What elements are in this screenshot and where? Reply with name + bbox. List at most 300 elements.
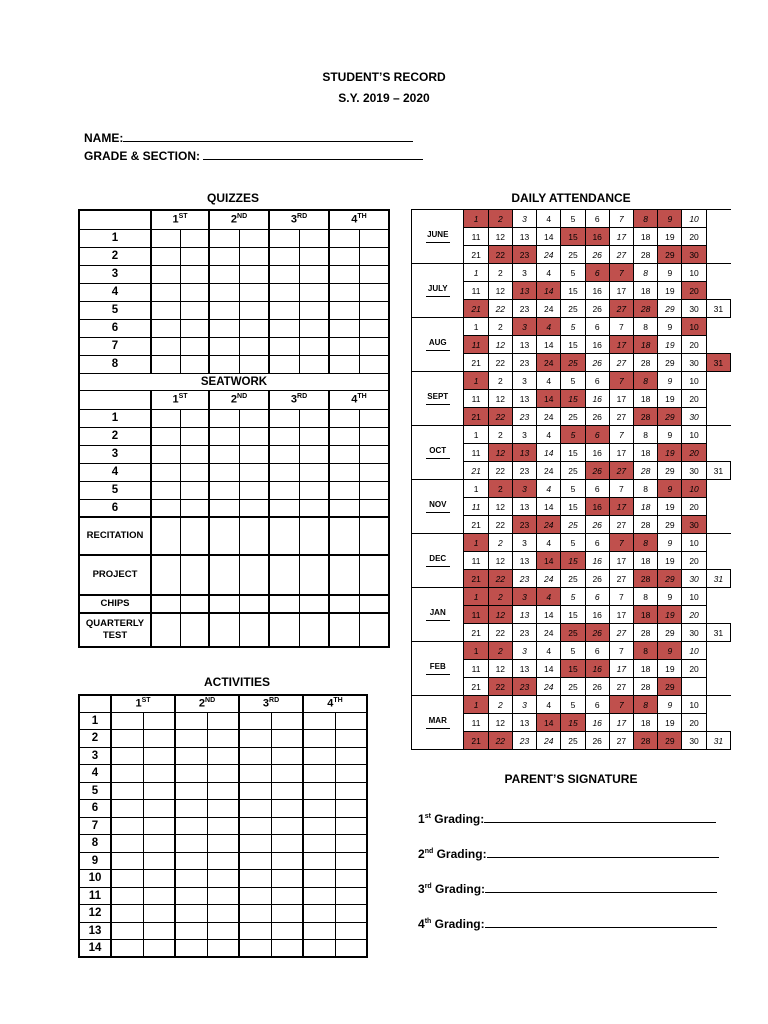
score-cell[interactable] [329,319,359,337]
day-cell[interactable]: 30 [682,462,706,480]
score-cell[interactable] [359,427,389,445]
day-cell[interactable]: 13 [512,660,536,678]
day-cell[interactable]: 6 [585,318,609,336]
score-cell[interactable] [209,355,239,373]
day-cell[interactable]: 30 [682,354,706,372]
score-cell[interactable] [329,595,359,613]
score-cell[interactable] [359,265,389,283]
score-cell[interactable] [329,337,359,355]
day-cell[interactable]: 29 [658,354,682,372]
day-cell[interactable]: 18 [634,282,658,300]
score-cell[interactable] [303,870,335,888]
day-cell[interactable]: 7 [609,426,633,444]
day-cell[interactable]: 6 [585,426,609,444]
day-cell[interactable]: 22 [488,732,512,750]
score-cell[interactable] [175,817,207,835]
score-cell[interactable] [329,613,359,647]
day-cell[interactable]: 19 [658,606,682,624]
day-cell[interactable]: 6 [585,264,609,282]
day-cell[interactable]: 28 [634,570,658,588]
day-cell[interactable]: 13 [512,606,536,624]
day-cell[interactable]: 30 [682,246,706,264]
day-cell-extra[interactable] [706,498,730,516]
score-cell[interactable] [111,800,143,818]
score-cell[interactable] [180,319,209,337]
score-cell[interactable] [209,481,239,499]
day-cell[interactable]: 28 [634,462,658,480]
day-cell[interactable]: 27 [609,300,633,318]
day-cell[interactable]: 2 [488,642,512,660]
day-cell[interactable]: 2 [488,426,512,444]
score-cell[interactable] [269,301,299,319]
score-cell[interactable] [207,765,239,783]
score-cell[interactable] [175,940,207,958]
day-cell[interactable]: 18 [634,606,658,624]
signature-line[interactable] [487,857,719,858]
score-cell[interactable] [359,409,389,427]
score-cell[interactable] [207,870,239,888]
day-cell[interactable]: 26 [585,624,609,642]
day-cell[interactable]: 15 [561,228,585,246]
day-cell[interactable]: 27 [609,570,633,588]
day-cell[interactable]: 21 [464,570,488,588]
score-cell[interactable] [239,940,271,958]
score-cell[interactable] [299,595,329,613]
score-cell[interactable] [329,229,359,247]
score-cell[interactable] [175,782,207,800]
score-cell[interactable] [180,337,209,355]
day-cell[interactable]: 13 [512,444,536,462]
day-cell[interactable]: 13 [512,228,536,246]
day-cell[interactable]: 3 [512,534,536,552]
score-cell[interactable] [329,355,359,373]
day-cell[interactable]: 10 [682,210,706,228]
day-cell[interactable]: 12 [488,228,512,246]
score-cell[interactable] [359,247,389,265]
day-cell[interactable]: 9 [658,534,682,552]
score-cell[interactable] [209,247,239,265]
score-cell[interactable] [143,940,175,958]
day-cell[interactable]: 14 [537,606,561,624]
score-cell[interactable] [303,940,335,958]
score-cell[interactable] [299,427,329,445]
day-cell[interactable]: 3 [512,372,536,390]
score-cell[interactable] [239,747,271,765]
day-cell[interactable]: 2 [488,264,512,282]
score-cell[interactable] [299,301,329,319]
score-cell[interactable] [151,463,180,481]
day-cell[interactable]: 22 [488,570,512,588]
score-cell[interactable] [303,852,335,870]
day-cell[interactable]: 6 [585,696,609,714]
score-cell[interactable] [335,905,367,923]
day-cell[interactable]: 9 [658,642,682,660]
day-cell[interactable]: 13 [512,714,536,732]
day-cell[interactable]: 5 [561,264,585,282]
score-cell[interactable] [303,765,335,783]
score-cell[interactable] [111,852,143,870]
day-cell[interactable]: 5 [561,534,585,552]
day-cell[interactable]: 15 [561,498,585,516]
score-cell[interactable] [151,427,180,445]
day-cell[interactable]: 23 [512,408,536,426]
parent-signature-row-2[interactable]: 2nd Grading: [418,847,719,861]
day-cell[interactable]: 3 [512,318,536,336]
day-cell[interactable]: 3 [512,696,536,714]
day-cell[interactable]: 23 [512,462,536,480]
day-cell[interactable]: 10 [682,588,706,606]
day-cell[interactable]: 8 [634,588,658,606]
day-cell-extra[interactable]: 31 [706,354,730,372]
day-cell[interactable]: 2 [488,318,512,336]
day-cell[interactable]: 23 [512,246,536,264]
day-cell[interactable]: 22 [488,462,512,480]
score-cell[interactable] [299,265,329,283]
day-cell-extra[interactable] [706,444,730,462]
day-cell-extra[interactable] [706,552,730,570]
day-cell-extra[interactable] [706,408,730,426]
score-cell[interactable] [359,499,389,517]
day-cell[interactable]: 20 [682,390,706,408]
score-cell[interactable] [175,870,207,888]
day-cell[interactable]: 9 [658,210,682,228]
score-cell[interactable] [175,765,207,783]
day-cell[interactable]: 25 [561,246,585,264]
score-cell[interactable] [111,712,143,730]
day-cell[interactable]: 24 [537,354,561,372]
day-cell[interactable]: 1 [464,210,488,228]
day-cell[interactable]: 5 [561,696,585,714]
day-cell[interactable]: 24 [537,678,561,696]
day-cell[interactable]: 26 [585,678,609,696]
day-cell[interactable]: 17 [609,552,633,570]
score-cell[interactable] [143,817,175,835]
day-cell[interactable]: 7 [609,696,633,714]
score-cell[interactable] [269,247,299,265]
score-cell[interactable] [111,870,143,888]
day-cell[interactable]: 6 [585,588,609,606]
day-cell[interactable]: 12 [488,498,512,516]
day-cell[interactable]: 10 [682,642,706,660]
day-cell[interactable]: 22 [488,624,512,642]
day-cell[interactable]: 7 [609,480,633,498]
day-cell[interactable]: 10 [682,480,706,498]
day-cell[interactable]: 9 [658,264,682,282]
day-cell[interactable]: 30 [682,516,706,534]
score-cell[interactable] [239,517,269,555]
score-cell[interactable] [143,765,175,783]
day-cell[interactable]: 14 [537,552,561,570]
day-cell[interactable]: 4 [537,480,561,498]
score-cell[interactable] [269,445,299,463]
day-cell[interactable]: 18 [634,444,658,462]
day-cell[interactable]: 27 [609,246,633,264]
day-cell[interactable]: 10 [682,534,706,552]
day-cell[interactable]: 26 [585,408,609,426]
score-cell[interactable] [359,229,389,247]
score-cell[interactable] [180,247,209,265]
score-cell[interactable] [335,782,367,800]
score-cell[interactable] [239,445,269,463]
score-cell[interactable] [111,835,143,853]
score-cell[interactable] [143,852,175,870]
score-cell[interactable] [269,499,299,517]
score-cell[interactable] [207,905,239,923]
score-cell[interactable] [111,765,143,783]
day-cell[interactable]: 13 [512,282,536,300]
score-cell[interactable] [180,301,209,319]
day-cell[interactable]: 17 [609,336,633,354]
day-cell[interactable]: 29 [658,570,682,588]
score-cell[interactable] [207,712,239,730]
day-cell[interactable]: 26 [585,570,609,588]
day-cell[interactable]: 8 [634,642,658,660]
day-cell[interactable]: 14 [537,498,561,516]
score-cell[interactable] [151,319,180,337]
grade-section-line[interactable] [203,159,423,160]
score-cell[interactable] [239,265,269,283]
score-cell[interactable] [239,319,269,337]
score-cell[interactable] [143,835,175,853]
day-cell[interactable]: 17 [609,444,633,462]
score-cell[interactable] [239,835,271,853]
score-cell[interactable] [299,517,329,555]
score-cell[interactable] [303,905,335,923]
day-cell[interactable]: 12 [488,552,512,570]
day-cell[interactable]: 14 [537,390,561,408]
day-cell[interactable]: 11 [464,228,488,246]
score-cell[interactable] [303,922,335,940]
day-cell[interactable]: 29 [658,624,682,642]
score-cell[interactable] [329,409,359,427]
score-cell[interactable] [151,247,180,265]
day-cell[interactable]: 29 [658,246,682,264]
score-cell[interactable] [209,229,239,247]
day-cell[interactable]: 28 [634,408,658,426]
day-cell[interactable]: 13 [512,552,536,570]
score-cell[interactable] [209,613,239,647]
score-cell[interactable] [175,852,207,870]
day-cell[interactable]: 18 [634,552,658,570]
day-cell[interactable]: 8 [634,534,658,552]
day-cell[interactable]: 3 [512,480,536,498]
score-cell[interactable] [239,765,271,783]
score-cell[interactable] [299,613,329,647]
day-cell[interactable]: 20 [682,552,706,570]
day-cell[interactable]: 4 [537,588,561,606]
score-cell[interactable] [180,427,209,445]
score-cell[interactable] [269,613,299,647]
day-cell[interactable]: 2 [488,696,512,714]
score-cell[interactable] [151,481,180,499]
day-cell[interactable]: 2 [488,588,512,606]
day-cell-extra[interactable] [706,228,730,246]
score-cell[interactable] [329,445,359,463]
day-cell-extra[interactable] [706,696,730,714]
day-cell[interactable]: 3 [512,642,536,660]
day-cell[interactable]: 4 [537,318,561,336]
score-cell[interactable] [359,337,389,355]
day-cell[interactable]: 12 [488,714,512,732]
day-cell[interactable]: 29 [658,408,682,426]
day-cell[interactable]: 28 [634,624,658,642]
score-cell[interactable] [239,905,271,923]
day-cell[interactable]: 27 [609,624,633,642]
day-cell-extra[interactable]: 31 [706,624,730,642]
day-cell[interactable]: 23 [512,300,536,318]
day-cell[interactable]: 7 [609,372,633,390]
day-cell[interactable]: 16 [585,714,609,732]
score-cell[interactable] [299,355,329,373]
day-cell[interactable]: 8 [634,264,658,282]
day-cell[interactable]: 4 [537,696,561,714]
day-cell[interactable]: 6 [585,642,609,660]
score-cell[interactable] [207,730,239,748]
day-cell[interactable]: 11 [464,444,488,462]
score-cell[interactable] [143,712,175,730]
score-cell[interactable] [175,730,207,748]
score-cell[interactable] [335,712,367,730]
day-cell[interactable]: 27 [609,354,633,372]
score-cell[interactable] [239,870,271,888]
day-cell[interactable]: 12 [488,606,512,624]
day-cell[interactable]: 21 [464,300,488,318]
signature-line[interactable] [485,927,717,928]
score-cell[interactable] [335,765,367,783]
day-cell[interactable]: 7 [609,588,633,606]
score-cell[interactable] [151,301,180,319]
day-cell[interactable] [682,678,706,696]
score-cell[interactable] [180,481,209,499]
day-cell[interactable]: 25 [561,516,585,534]
score-cell[interactable] [111,905,143,923]
day-cell[interactable]: 12 [488,336,512,354]
score-cell[interactable] [180,355,209,373]
day-cell[interactable]: 30 [682,624,706,642]
day-cell[interactable]: 23 [512,624,536,642]
score-cell[interactable] [239,247,269,265]
day-cell[interactable]: 12 [488,282,512,300]
score-cell[interactable] [299,481,329,499]
day-cell[interactable]: 11 [464,282,488,300]
day-cell[interactable]: 15 [561,336,585,354]
score-cell[interactable] [271,940,303,958]
day-cell[interactable]: 18 [634,498,658,516]
day-cell[interactable]: 24 [537,732,561,750]
score-cell[interactable] [151,355,180,373]
day-cell[interactable]: 23 [512,570,536,588]
grade-section-field[interactable] [84,149,423,163]
score-cell[interactable] [143,800,175,818]
score-cell[interactable] [143,782,175,800]
day-cell-extra[interactable] [706,588,730,606]
score-cell[interactable] [359,481,389,499]
day-cell[interactable]: 4 [537,210,561,228]
score-cell[interactable] [335,887,367,905]
score-cell[interactable] [359,555,389,595]
day-cell[interactable]: 3 [512,264,536,282]
day-cell[interactable]: 24 [537,246,561,264]
score-cell[interactable] [299,337,329,355]
score-cell[interactable] [299,229,329,247]
day-cell[interactable]: 8 [634,372,658,390]
day-cell[interactable]: 4 [537,426,561,444]
score-cell[interactable] [175,922,207,940]
day-cell[interactable]: 25 [561,624,585,642]
score-cell[interactable] [269,517,299,555]
day-cell[interactable]: 14 [537,228,561,246]
day-cell[interactable]: 28 [634,678,658,696]
score-cell[interactable] [329,301,359,319]
day-cell-extra[interactable] [706,642,730,660]
day-cell[interactable]: 5 [561,210,585,228]
day-cell[interactable]: 25 [561,570,585,588]
day-cell[interactable]: 1 [464,588,488,606]
day-cell[interactable]: 7 [609,210,633,228]
score-cell[interactable] [359,319,389,337]
day-cell[interactable]: 15 [561,282,585,300]
day-cell-extra[interactable] [706,246,730,264]
score-cell[interactable] [143,870,175,888]
signature-line[interactable] [485,892,717,893]
day-cell[interactable]: 8 [634,318,658,336]
day-cell[interactable]: 20 [682,498,706,516]
score-cell[interactable] [239,427,269,445]
day-cell[interactable]: 19 [658,714,682,732]
day-cell[interactable]: 20 [682,660,706,678]
day-cell[interactable]: 23 [512,354,536,372]
day-cell[interactable]: 4 [537,372,561,390]
score-cell[interactable] [175,887,207,905]
day-cell[interactable]: 24 [537,516,561,534]
day-cell[interactable]: 21 [464,246,488,264]
day-cell[interactable]: 1 [464,480,488,498]
day-cell-extra[interactable]: 31 [706,570,730,588]
score-cell[interactable] [271,782,303,800]
day-cell[interactable]: 5 [561,642,585,660]
score-cell[interactable] [269,427,299,445]
day-cell[interactable]: 10 [682,318,706,336]
day-cell-extra[interactable] [706,606,730,624]
day-cell[interactable]: 15 [561,714,585,732]
day-cell[interactable]: 24 [537,408,561,426]
day-cell[interactable]: 19 [658,282,682,300]
score-cell[interactable] [335,940,367,958]
score-cell[interactable] [359,445,389,463]
score-cell[interactable] [111,782,143,800]
score-cell[interactable] [175,835,207,853]
score-cell[interactable] [239,730,271,748]
score-cell[interactable] [299,499,329,517]
score-cell[interactable] [207,922,239,940]
day-cell[interactable]: 16 [585,444,609,462]
score-cell[interactable] [299,445,329,463]
day-cell[interactable]: 17 [609,660,633,678]
score-cell[interactable] [180,595,209,613]
day-cell[interactable]: 21 [464,624,488,642]
score-cell[interactable] [207,887,239,905]
day-cell[interactable]: 6 [585,210,609,228]
day-cell[interactable]: 17 [609,282,633,300]
score-cell[interactable] [111,887,143,905]
day-cell[interactable]: 14 [537,714,561,732]
day-cell[interactable]: 27 [609,732,633,750]
day-cell[interactable]: 18 [634,336,658,354]
score-cell[interactable] [180,463,209,481]
score-cell[interactable] [143,730,175,748]
parent-signature-row-1[interactable]: 1st Grading: [418,812,716,826]
score-cell[interactable] [209,555,239,595]
